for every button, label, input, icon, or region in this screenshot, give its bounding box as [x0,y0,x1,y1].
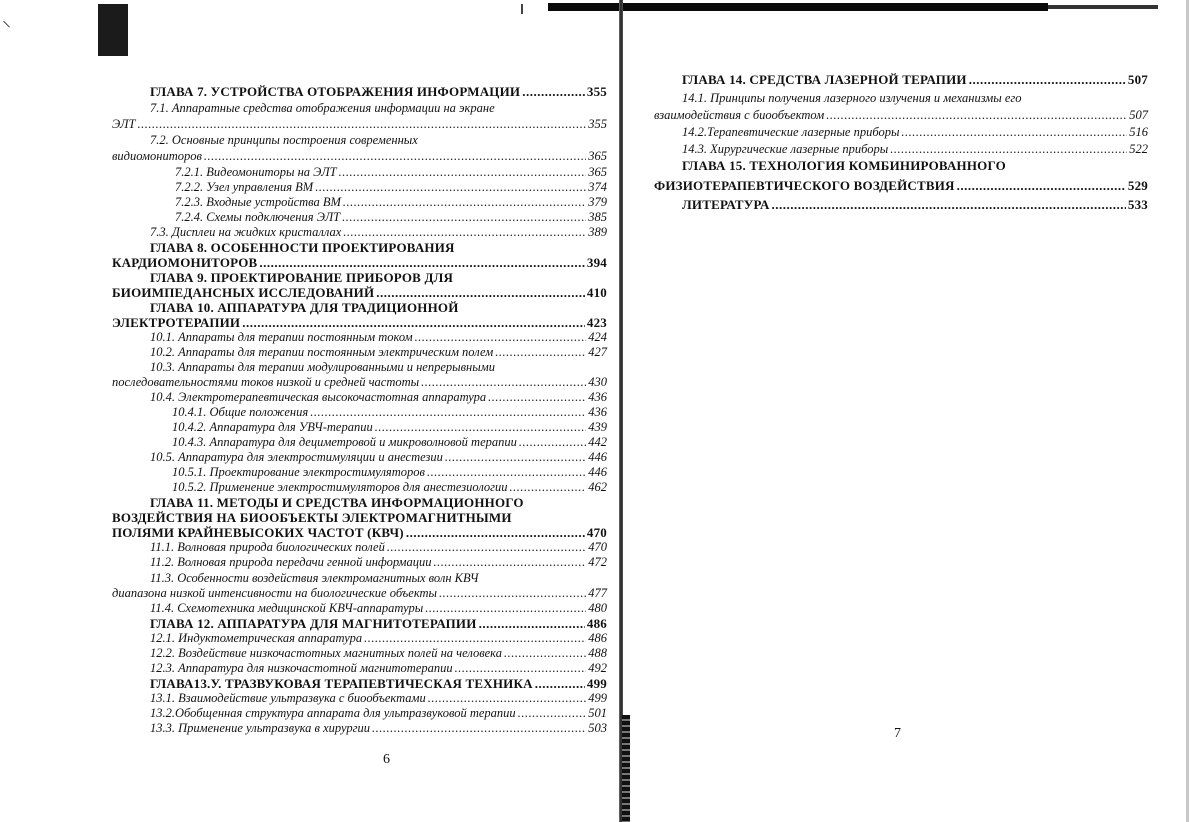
toc-entry-10-3[interactable]: последовательностями токов низкой и средней частоты ..... 430 [112,375,607,390]
toc-entry-line1: 7.1. Аппаратные средства отображения информации на экране [150,101,495,115]
toc-entry-7-2[interactable]: видиомониторов ..... 365 [112,149,607,164]
toc-entry-10-5-2[interactable]: 10.5.2. Применение электростимуляторов для анестезиологии ..... 462 [172,480,607,495]
toc-chapter-13[interactable]: ГЛАВА13.У. ТРАЗВУКОВАЯ ТЕРАПЕВТИЧЕСКАЯ ТЕХНИКА ..... 499 [150,676,607,691]
toc-entry-line1: 10.3. Аппараты для терапии модулированными и непрерывными [150,360,495,374]
toc-entry-10-5-1[interactable]: 10.5.1. Проектирование электростимуляторов ..... 446 [172,465,607,480]
toc-entry-11-3[interactable]: диапазона низкой интенсивности на биологические объекты ..... 477 [112,586,607,601]
toc-chapter-7[interactable]: ГЛАВА 7. УСТРОЙСТВА ОТОБРАЖЕНИЯ ИНФОРМАЦИИ ..... 355 [150,84,607,99]
toc-entry-14-2[interactable]: 14.2.Терапевтические лазерные приборы ..... 516 [682,125,1148,140]
toc-entry-13-3[interactable]: 13.3. Применение ультразвука в хирургии ..... 503 [150,721,607,736]
toc-entry-line1: 11.3. Особенности воздействия электромагнитных волн КВЧ [150,571,479,585]
toc-entry-11-4[interactable]: 11.4. Схемотехника медицинской КВЧ-аппаратуры ..... 480 [150,601,607,616]
toc-entry-14-3[interactable]: 14.3. Хирургические лазерные приборы ..... 522 [682,142,1148,157]
toc-chapter-9[interactable]: БИОИМПЕДАНСНЫХ ИССЛЕДОВАНИЙ ..... 410 [112,285,607,300]
toc-chapter-line1: ГЛАВА 11. МЕТОДЫ И СРЕДСТВА ИНФОРМАЦИОННОГО [150,495,524,510]
toc-chapter-14[interactable]: ГЛАВА 14. СРЕДСТВА ЛАЗЕРНОЙ ТЕРАПИИ ..... 507 [682,72,1148,87]
toc-entry-10-2[interactable]: 10.2. Аппараты для терапии постоянным электрическим полем ..... 427 [150,345,607,360]
toc-chapter-line1: ГЛАВА 15. ТЕХНОЛОГИЯ КОМБИНИРОВАННОГО [682,158,1006,173]
toc-entry-12-2[interactable]: 12.2. Воздействие низкочастотных магнитных полей на человека ..... 488 [150,646,607,661]
toc-entry-12-3[interactable]: 12.3. Аппаратура для низкочастотной магнитотерапии ..... 492 [150,661,607,676]
toc-entry-10-1[interactable]: 10.1. Аппараты для терапии постоянным током ..... 424 [150,330,607,345]
toc-entry-10-4-2[interactable]: 10.4.2. Аппаратура для УВЧ-терапии ..... 439 [172,420,607,435]
scan-mark: ⸜ [2,10,11,30]
toc-chapter-15[interactable]: ФИЗИОТЕРАПЕВТИЧЕСКОГО ВОЗДЕЙСТВИЯ ..... 529 [654,178,1148,193]
toc-chapter-11[interactable]: ПОЛЯМИ КРАЙНЕВЫСОКИХ ЧАСТОТ (КВЧ) ..... 470 [112,525,607,540]
toc-entry-10-5[interactable]: 10.5. Аппаратура для электростимуляции и анестезии ..... 446 [150,450,607,465]
toc-entry-11-1[interactable]: 11.1. Волновая природа биологических полей ..... 470 [150,540,607,555]
toc-literature[interactable]: ЛИТЕРАТУРА ..... 533 [682,197,1148,212]
page-number-left: 6 [383,752,390,767]
toc-chapter-line2: ВОЗДЕЙСТВИЯ НА БИООБЪЕКТЫ ЭЛЕКТРОМАГНИТНЫМИ [112,510,512,525]
page-number-right: 7 [894,726,901,741]
toc-entry-7-2-1[interactable]: 7.2.1. Видеомониторы на ЭЛТ ..... 365 [175,165,607,180]
toc-entry-line1: 7.2. Основные принципы построения современных [150,133,418,147]
right-page [622,0,1200,822]
toc-entry-11-2[interactable]: 11.2. Волновая природа передачи генной информации ..... 472 [150,555,607,570]
toc-entry-12-1[interactable]: 12.1. Индуктометрическая аппаратура ..... 486 [150,631,607,646]
toc-entry-line1: 14.1. Принципы получения лазерного излучения и механизмы его [682,91,1022,105]
toc-entry-13-1[interactable]: 13.1. Взаимодействие ультразвука с биообъектами ..... 499 [150,691,607,706]
toc-entry-10-4-3[interactable]: 10.4.3. Аппаратура для дециметровой и микроволновой терапии ..... 442 [172,435,607,450]
toc-entry-7-2-3[interactable]: 7.2.3. Входные устройства ВМ ..... 379 [175,195,607,210]
toc-entry-7-2-4[interactable]: 7.2.4. Схемы подключения ЭЛТ ..... 385 [175,210,607,225]
toc-chapter-10[interactable]: ЭЛЕКТРОТЕРАПИИ ..... 423 [112,315,607,330]
toc-chapter-line1: ГЛАВА 10. АППАРАТУРА ДЛЯ ТРАДИЦИОННОЙ [150,300,459,315]
toc-entry-7-1[interactable]: ЭЛТ ..... 355 [112,117,607,132]
toc-entry-13-2[interactable]: 13.2.Обобщенная структура аппарата для ультразвуковой терапии ..... 501 [150,706,607,721]
toc-entry-10-4[interactable]: 10.4. Электротерапевтическая высокочастотная аппаратура ..... 436 [150,390,607,405]
toc-entry-10-4-1[interactable]: 10.4.1. Общие положения ..... 436 [172,405,607,420]
toc-entry-7-3[interactable]: 7.3. Дисплеи на жидких кристаллах ..... 389 [150,225,607,240]
toc-chapter-12[interactable]: ГЛАВА 12. АППАРАТУРА ДЛЯ МАГНИТОТЕРАПИИ ..... 486 [150,616,607,631]
toc-chapter-line1: ГЛАВА 9. ПРОЕКТИРОВАНИЕ ПРИБОРОВ ДЛЯ [150,270,454,285]
toc-entry-14-1[interactable]: взаимодействия с биообъектом ..... 507 [654,108,1148,123]
toc-chapter-line1: ГЛАВА 8. ОСОБЕННОСТИ ПРОЕКТИРОВАНИЯ [150,240,455,255]
toc-chapter-8[interactable]: КАРДИОМОНИТОРОВ ..... 394 [112,255,607,270]
toc-entry-7-2-2[interactable]: 7.2.2. Узел управления ВМ ..... 374 [175,180,607,195]
